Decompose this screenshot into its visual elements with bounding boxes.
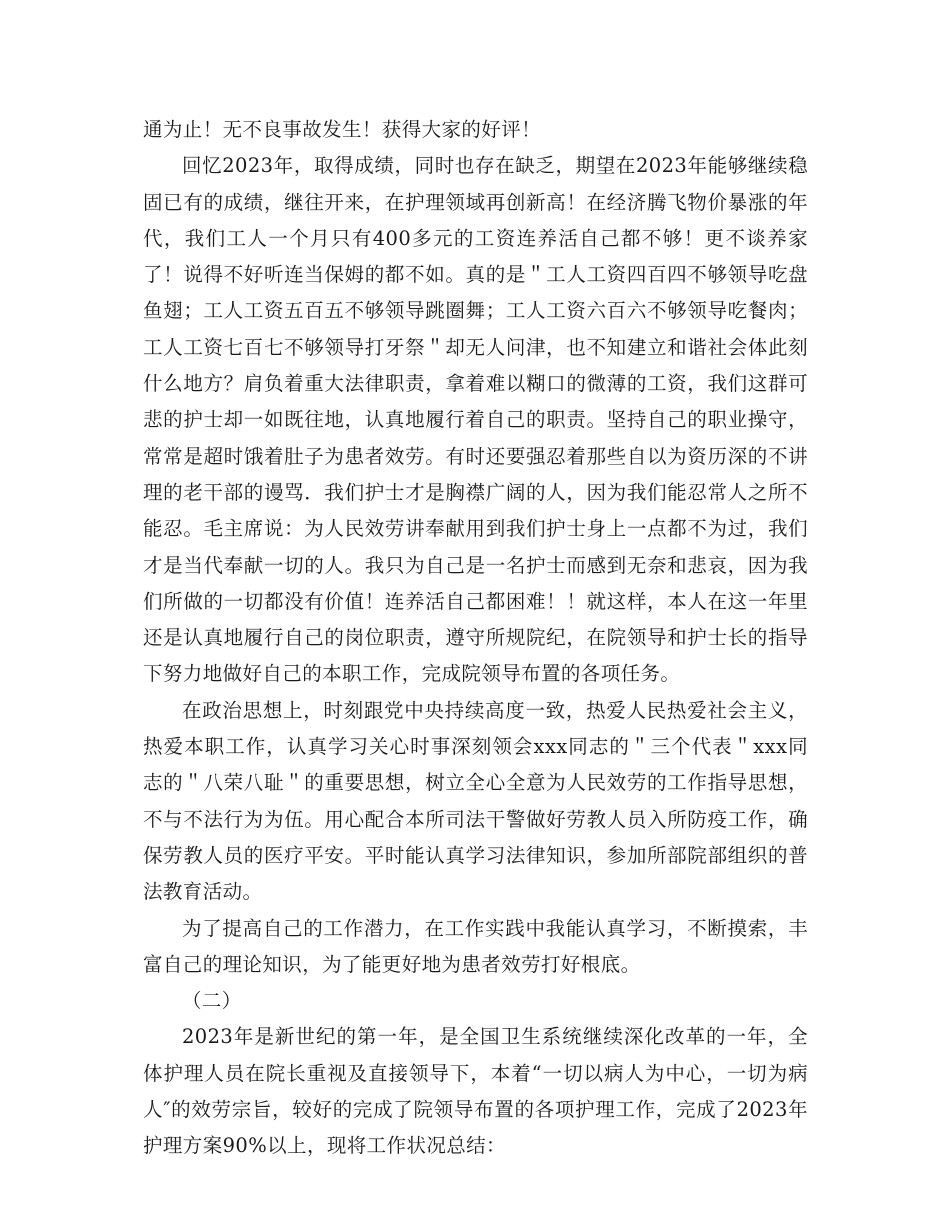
paragraph-new-century: 2023年是新世纪的第一年，是全国卫生系统继续深化改革的一年，全体护理人员在院长重视及直接领导下，本着“一切以病人为中心，一切为病人″的效劳宗旨，较好的完成了院领导布置的各项护理工作，完成了2023年护理方案90%以上，现将工作状况总结：	[143, 1025, 808, 1158]
paragraph-political-thought: 在政治思想上，时刻跟党中央持续高度一致，热爱人民热爱社会主义，热爱本职工作，认真学习关心时事深刻领会xxx同志的＂三个代表＂xxx同志的＂八荣八耻＂的重要思想，树立全心全意为人民效劳的工作指导思想，不与不法行为为伍。用心配合本所司法干警做好劳教人员入所防疫工作，确保劳教人员的医疗平安。平时能认真学习法律知识，参加所部院部组织的普法教育活动。	[143, 698, 808, 904]
document-body	[143, 112, 808, 1165]
section-heading-two: （二）	[182, 989, 242, 1013]
paragraph-improve-ability: 为了提高自己的工作潜力，在工作实践中我能认真学习，不断摸索，丰富自己的理论知识，为了能更好地为患者效劳打好根底。	[143, 916, 808, 976]
paragraph-review-2023: 回忆2023年，取得成绩，同时也存在缺乏，期望在2023年能够继续稳固已有的成绩，继往开来，在护理领域再创新高！在经济腾飞物价暴涨的年代，我们工人一个月只有400多元的工资连养活自己都不够！更不谈养家了！说得不好听连当保姆的都不如。真的是＂工人工资四百四不够领导吃盘鱼翅；工人工资五百五不够领导跳圈舞；工人工资六百六不够领导吃餐肉；工人工资七百七不够领导打牙祭＂却无人问津，也不知建立和谐社会体此刻什么地方？肩负着重大法律职责，拿着难以糊口的微薄的工资，我们这群可悲的护士却一如既往地，认真地履行着自己的职责。坚持自己的职业操守，常常是超时饿着肚子为患者效劳。有时还要强忍着那些自以为资历深的不讲理的老干部的谩骂．我们护士才是胸襟广阔的人，因为我们能忍常人之所不能忍。毛主席说：为人民效劳讲奉献用到我们护士身上一点都不为过，我们才是当代奉献一切的人。我只为自己是一名护士而感到无奈和悲哀，因为我们所做的一切都没有价值！连养活自己都困难！！就这样，本人在这一年里还是认真地履行自己的岗位职责，遵守所规院纪，在院领导和护士长的指导下努力地做好自己的本职工作，完成院领导布置的各项任务。	[143, 154, 808, 686]
paragraph-continuation: 通为止！无不良事故发生！获得大家的好评！	[143, 118, 542, 141]
